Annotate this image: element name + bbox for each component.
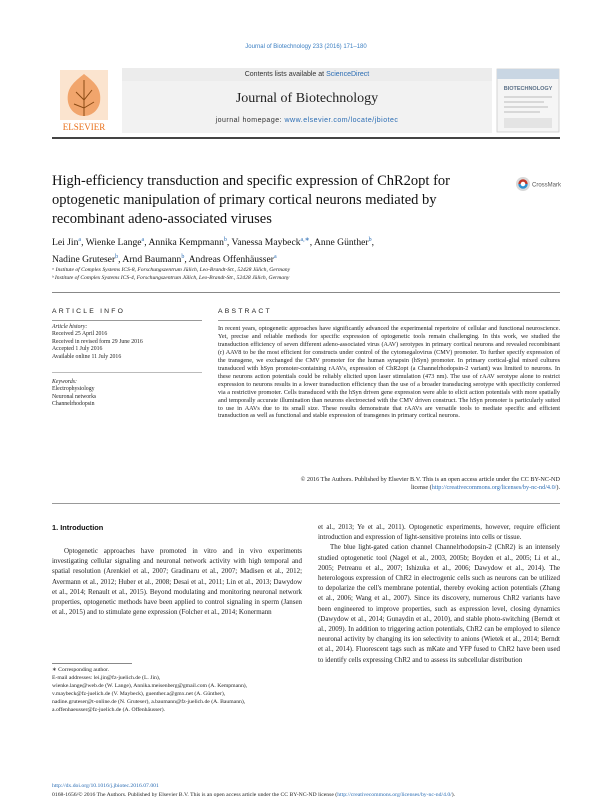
cover-title: BIOTECHNOLOGY: [503, 86, 553, 92]
contents-banner: [122, 68, 492, 81]
crossmark-label: CrossMark: [532, 182, 562, 189]
history-item: Received in revised form 29 June 2016: [52, 338, 143, 345]
section-divider: [52, 292, 560, 293]
author-affiliation-marker[interactable]: a: [78, 237, 82, 243]
author-separator: ,: [371, 237, 375, 249]
abstract-rule: [218, 320, 560, 321]
elsevier-wordmark: ELSEVIER: [62, 122, 106, 132]
introduction-paragraph-continued: et al., 2013; Ye et al., 2011). Optogenetic experiments, however, require efficient introduction and expression of light-sensitive proteins into cells or tissue.: [318, 523, 560, 542]
history-label: Article history:: [52, 324, 88, 330]
email-line[interactable]: a.offenhaeusser@fz-juelich.de (A. Offenhäusser).: [52, 707, 166, 713]
author-name[interactable]: Anne Günther: [313, 237, 369, 249]
introduction-heading: 1. Introduction: [52, 523, 104, 532]
article-info-heading: ARTICLE INFO: [52, 308, 126, 315]
copyright-notice: [218, 476, 560, 492]
author-affiliation-marker[interactable]: a,∗: [300, 237, 310, 243]
history-item: Available online 11 July 2016: [52, 353, 122, 360]
email-line[interactable]: wienke.lange@web.de (W. Lange), Annika.meisenberg@gmail.com (A. Kempmann),: [52, 683, 248, 689]
footnotes: [52, 666, 304, 714]
author-name[interactable]: Lei Jin: [52, 237, 79, 249]
history-item: Accepted 1 July 2016: [52, 346, 103, 353]
author-separator: ,: [118, 254, 123, 266]
history-item: Received 25 April 2016: [52, 331, 108, 338]
author-affiliation-marker[interactable]: a: [141, 237, 145, 243]
keyword: Channelrhodopsin: [52, 401, 95, 408]
contents-prefix: Contents lists available at: [244, 71, 327, 78]
crossmark-badge[interactable]: [515, 175, 563, 193]
copyright-text: © 2016 The Authors. Published by Elsevier B.V. This is an open access article under the CC BY-NC-ND: [300, 476, 560, 483]
affiliation-b: ᵇ Institute of Complex Systems ICS-4, Forschungszentrum Jülich, Leo-Brandt-Str., 52428 Jülich, Germany: [52, 275, 290, 281]
keywords-divider: [52, 372, 202, 373]
footer-license-text: 0168-1656/© 2016 The Authors. Published by Elsevier B.V. This is an open access article under the CC BY-NC-ND license (: [52, 792, 338, 798]
email-line[interactable]: E-mail addresses: lei.jin@fz-juelich.de (L. Jin),: [52, 675, 161, 681]
author-name[interactable]: Andreas Offenhäusser: [188, 254, 274, 266]
introduction-paragraph: The blue light-gated cation channel Channelrhodopsin-2 (ChR2) is an intensely studied optogenetic tool (Nagel et al., 2003, 2005b; Boyden et al., 2005; Li et al., 2005; Petreanu et al., 2007; Ishizuka et al., 2006; Dawydow et al., 2014). The heterologous expression of ChR2 in electrogenic cells such as neurons can be utilized to depolarize the cell's membrane potential, thereby evoking action potentials (Zhang et al., 2006; Wang et al., 2007). Since its discovery, numerous ChR2 variants have been engineered to improve properties, such as expression level, closing dynamics (Dawydow et al., 2014; Gunaydin et al., 2010), and stable photo-switching (Berndt et al., 2009). In addition to triggering action potentials, ChR2 can be employed to silence neuronal activity by changing its ion selectivity to anions (Wietek et al., 2014; Berndt et al., 2014). Fluorescent tags such as mKate and YFP fused to ChR2 have been used to identify cells expressing ChR2 and to assess its subcellular distribution: [318, 543, 560, 664]
author-affiliation-marker[interactable]: b: [368, 237, 372, 243]
footer-license-link[interactable]: http://creativecommons.org/licenses/by-nc-nd/4.0/: [337, 792, 452, 798]
article-info-rule: [52, 320, 202, 321]
footnote-divider: [52, 663, 132, 664]
email-line[interactable]: v.maybeck@fz-juelich.de (V. Maybeck), guenther.a@gmx.net (A. Günther),: [52, 691, 226, 697]
author-separator: ,: [184, 254, 189, 266]
journal-cover-thumbnail: [496, 68, 560, 133]
keyword: Neuronal networks: [52, 393, 97, 400]
author-name[interactable]: Vanessa Maybeck: [231, 237, 301, 249]
homepage-prefix: journal homepage:: [215, 117, 285, 124]
journal-reference[interactable]: Journal of Biotechnology 233 (2016) 171–180: [245, 44, 367, 50]
article-title: High-efficiency transduction and specific expression of ChR2opt for optogenetic manipulation of primary cortical neurons mediated by recombinant adeno-associated viruses: [52, 173, 450, 227]
author-affiliation-marker[interactable]: a: [273, 254, 277, 261]
journal-header: [52, 68, 560, 133]
license-prefix: license (: [410, 484, 432, 491]
keywords-block: [52, 379, 202, 409]
journal-name: Journal of Biotechnology: [235, 91, 379, 106]
keywords-label: Keywords:: [52, 379, 77, 385]
abstract-text: In recent years, optogenetic approaches have significantly advanced the experimental repertoire of cellular and functional neuroscience. Yet, precise and reliable methods for specific expression of optogenetic tools remain challenging. In this work, we studied the transduction efficiency of seven different adeno-associated virus (AAV) serotypes in primary cortical neurons and revealed recombinant (r) AAV8 to be the most efficient for constructs under control of the cytomegalovirus (CMV) promoter. To further specify expression of the transgene, we exchanged the CMV promoter for the human synapsin (hSyn) promoter. In primary cortical-glial mixed cultures transduced with hSyn promoter-containing rAAVs, expression of ChR2opt (a Channelrhodopsin-2 variant) was limited to neurons. In these neurons action potentials could be reliably elicited upon laser stimulation (473 nm). The use of rAAV serotype alone to restrict expression to neurons results in a lower transduction efficiency than the use of a broader transducing serotype with specificity conferred via a restrictive promoter. Cells transduced with the hSyn driven gene expression were able to elicit action potentials with more spatially and temporally accurate illumination than neurons electroected with the CMV driven construct. The hSyn promoter is particularly suited to use in AAVs due to its small size. These results demonstrate that rAAVs are versatile tools to mediate specific and efficient transduction as well as functional and stable expression of transgenes in primary cortical neurons.: [218, 325, 560, 420]
introduction-paragraph: Optogenetic approaches have promoted in vitro and in vivo experiments investigating cellular signaling and neuronal network activity with high temporal and spatial resolution (Arenkiel et al., 2007; Gradinaru et al., 2007; Madisen et al., 2012; Avermann et al., 2012; Huber et al., 2008; Desai et al., 2011; Lin et al., 2013; Dawydow et al., 2014; Renault et al., 2015). Beyond modulating and monitoring neuronal network properties, optogenetic methods have been applied to control signaling in sperm (Jansen et al., 2015) and to stimulate gene expression (Folcher et al., 2014; Konermann: [52, 547, 302, 617]
author-affiliation-marker[interactable]: b: [181, 254, 185, 261]
author-name[interactable]: Arnd Baumann: [122, 254, 182, 266]
author-separator: ,: [81, 237, 86, 249]
footer-license-end: ).: [451, 792, 456, 798]
journal-title-box: [122, 81, 492, 133]
author-separator: ,: [309, 237, 314, 249]
affiliation-a: ᵃ Institute of Complex Systems ICS-8, Forschungszentrum Jülich, Leo-Brandt-Str., 52428 Jülich, Germany: [52, 267, 291, 273]
header-divider: [52, 137, 560, 139]
author-affiliation-marker[interactable]: b: [223, 237, 227, 243]
journal-homepage: [122, 117, 492, 124]
license-suffix: ).: [556, 484, 560, 491]
doi-link[interactable]: http://dx.doi.org/10.1016/j.jbiotec.2016.07.001: [52, 783, 159, 789]
author-name[interactable]: Nadine Gruteser: [52, 254, 116, 266]
author-list: [52, 233, 552, 267]
homepage-link[interactable]: www.elsevier.com/locate/jbiotec: [284, 117, 399, 124]
author-separator: ,: [226, 237, 232, 249]
footer-license: [52, 791, 562, 799]
corresponding-author-note: ∗ Corresponding author.: [52, 667, 110, 673]
email-line[interactable]: nadine.gruteser@t-online.de (N. Gruteser), a.baumann@fz-juelich.de (A. Baumann),: [52, 699, 246, 705]
sciencedirect-link[interactable]: ScienceDirect: [326, 71, 370, 78]
author-name[interactable]: Annika Kempmann: [148, 237, 224, 249]
elsevier-logo: [52, 68, 116, 133]
abstract-heading: ABSTRACT: [218, 308, 272, 315]
author-affiliation-marker[interactable]: b: [115, 254, 119, 261]
keyword: Electrophysiology: [52, 386, 95, 393]
abstract-bottom-rule: [52, 503, 560, 504]
right-column-text: [318, 522, 560, 665]
article-info-panel: [52, 324, 202, 408]
author-separator: ,: [144, 237, 149, 249]
author-name[interactable]: Wienke Lange: [85, 237, 142, 249]
license-link[interactable]: http://creativecommons.org/licenses/by-nc-nd/4.0/: [431, 484, 557, 491]
